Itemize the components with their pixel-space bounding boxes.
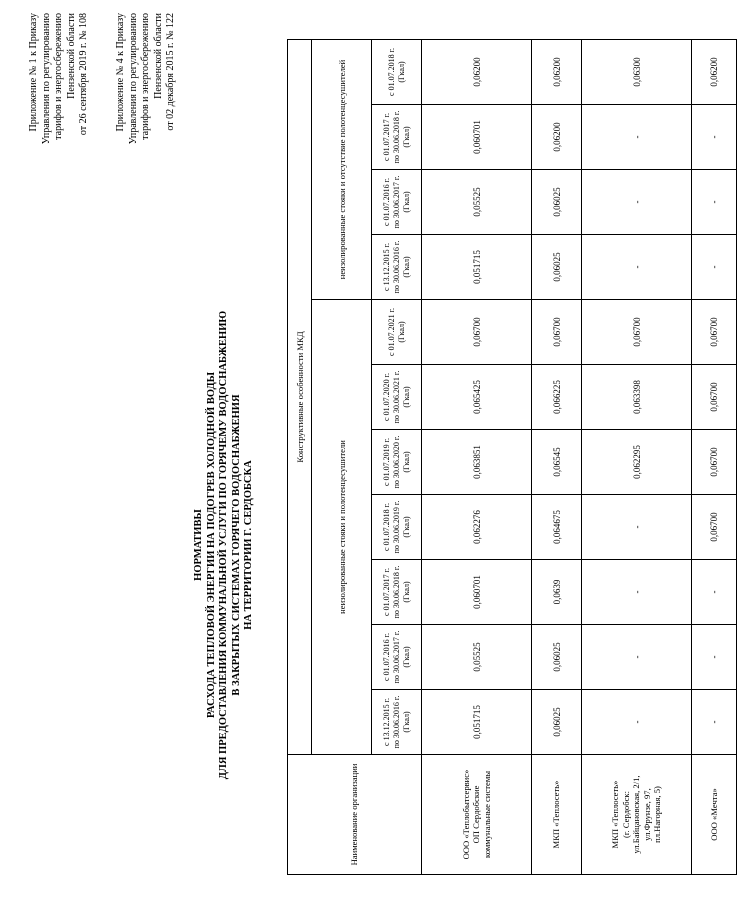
table-row bbox=[532, 40, 582, 875]
annex-note-1 bbox=[28, 13, 91, 183]
period-header bbox=[372, 625, 422, 690]
value-cell: - bbox=[582, 625, 692, 690]
cell-line: с 01.07.2021 г. bbox=[386, 308, 396, 356]
value-cell: - bbox=[582, 560, 692, 625]
cell-line: ООО «Теплобытсервис» bbox=[460, 769, 471, 860]
cell-line: с 01.07.2018 г. bbox=[381, 503, 391, 551]
cell-line: с 01.07.2017 г. bbox=[381, 113, 391, 161]
value-cell: 0,06700 bbox=[692, 365, 737, 430]
value-cell: 0,06700 bbox=[582, 300, 692, 365]
cell-line: с 13.12.2015 г. bbox=[381, 243, 391, 291]
period-header bbox=[372, 495, 422, 560]
value-cell: 0,051715 bbox=[422, 690, 532, 755]
value-cell: 0,060701 bbox=[422, 105, 532, 170]
value-cell: - bbox=[692, 105, 737, 170]
value-cell: 0,066225 bbox=[532, 365, 582, 430]
title-line: ДЛЯ ПРЕДОСТАВЛЕНИЯ КОММУНАЛЬНОЙ УСЛУГИ ПО ГОРЯЧЕМУ ВОДОСНАБЖЕНИЮ bbox=[218, 310, 229, 780]
value-cell: 0,05525 bbox=[422, 625, 532, 690]
value-cell: 0,06200 bbox=[692, 40, 737, 105]
period-header bbox=[372, 40, 422, 105]
cell-line: (Гкал) bbox=[401, 126, 411, 148]
value-cell: 0,063398 bbox=[582, 365, 692, 430]
construct-header: Конструктивные особенности МКД bbox=[288, 40, 312, 755]
cell-line: по 30.06.2016 г. bbox=[391, 695, 401, 749]
period-header bbox=[372, 300, 422, 365]
cell-line: (Гкал) bbox=[401, 386, 411, 408]
cell-line: с 01.07.2016 г. bbox=[381, 178, 391, 226]
value-cell: 0,051715 bbox=[422, 235, 532, 300]
value-cell: - bbox=[582, 105, 692, 170]
annex-line: от 02 декабря 2015 г. № 122 bbox=[165, 13, 176, 131]
cell-line: (Гкал) bbox=[401, 451, 411, 473]
value-cell: - bbox=[582, 495, 692, 560]
cell-line: по 30.06.2017 г. bbox=[391, 630, 401, 684]
value-cell: 0,06300 bbox=[582, 40, 692, 105]
value-cell: 0,062295 bbox=[582, 430, 692, 495]
cell-line: (Гкал) bbox=[401, 256, 411, 278]
period-header bbox=[372, 690, 422, 755]
cell-line: с 01.07.2017 г. bbox=[381, 568, 391, 616]
value-cell: 0,06025 bbox=[532, 235, 582, 300]
value-cell: 0,06200 bbox=[532, 105, 582, 170]
value-cell: 0,064675 bbox=[532, 495, 582, 560]
cell-line: коммунальные системы bbox=[481, 770, 492, 859]
cell-line: (Гкал) bbox=[396, 321, 406, 343]
value-cell: 0,0639 bbox=[532, 560, 582, 625]
value-cell: 0,06200 bbox=[422, 40, 532, 105]
cell-line: по 30.06.2021 г. bbox=[391, 370, 401, 424]
cell-line: с 01.07.2019 г. bbox=[381, 438, 391, 486]
value-cell: 0,060701 bbox=[422, 560, 532, 625]
document-title bbox=[193, 265, 256, 825]
cell-line: (Гкал) bbox=[396, 61, 406, 83]
group2-header: неизолированные стояки и отсутствие полотенцесушителей bbox=[312, 40, 372, 300]
value-cell: - bbox=[582, 170, 692, 235]
title-line: НОРМАТИВЫ bbox=[193, 509, 204, 581]
period-header bbox=[372, 365, 422, 430]
cell-line: с 01.07.2016 г. bbox=[381, 633, 391, 681]
annex-note-2 bbox=[115, 13, 178, 183]
title-line: НА ТЕРРИТОРИИ Г. СЕРДОБСКА bbox=[243, 460, 254, 630]
annex-line: Пензенской области bbox=[152, 13, 164, 99]
value-cell: - bbox=[692, 170, 737, 235]
title-line: В ЗАКРЫТЫХ СИСТЕМАХ ГОРЯЧЕГО ВОДОСНАБЖЕНИЯ bbox=[230, 394, 242, 696]
value-cell: - bbox=[692, 235, 737, 300]
cell-line: с 01.07.2020 г. bbox=[381, 373, 391, 421]
value-cell: 0,06700 bbox=[692, 430, 737, 495]
value-cell: 0,06700 bbox=[532, 300, 582, 365]
org-name-cell bbox=[422, 755, 532, 875]
cell-line: ул.Фрунзе, 97, bbox=[641, 788, 652, 841]
cell-line: ОП Сердобские bbox=[471, 785, 482, 844]
cell-line: по 30.06.2019 г. bbox=[391, 500, 401, 554]
annex-line: Приложение № 1 к Приказу bbox=[28, 13, 39, 132]
cell-line: по 30.06.2020 г. bbox=[391, 435, 401, 489]
cell-line: с 01.07.2018 г. bbox=[386, 48, 396, 96]
value-cell: - bbox=[582, 235, 692, 300]
cell-line: по 30.06.2018 г. bbox=[391, 565, 401, 619]
value-cell: 0,063851 bbox=[422, 430, 532, 495]
annex-line: тарифов и энергосбережению bbox=[53, 13, 64, 140]
org-header: Наименование организации bbox=[288, 755, 422, 875]
header-row bbox=[372, 40, 422, 875]
org-name-cell bbox=[532, 755, 582, 875]
annex-line: Управления по регулированию bbox=[40, 13, 52, 145]
value-cell: - bbox=[692, 690, 737, 755]
value-cell: - bbox=[582, 690, 692, 755]
annex-line: Управления по регулированию bbox=[127, 13, 139, 145]
cell-line: (Гкал) bbox=[401, 516, 411, 538]
cell-line: (Гкал) bbox=[401, 711, 411, 733]
value-cell: 0,065425 bbox=[422, 365, 532, 430]
cell-line: МКП «Теплосеть» bbox=[551, 780, 562, 849]
value-cell: - bbox=[692, 560, 737, 625]
org-name-cell bbox=[692, 755, 737, 875]
cell-line: МКП «Теплосеть» bbox=[610, 780, 621, 849]
title-line: РАСХОДА ТЕПЛОВОЙ ЭНЕРГИИ НА ПОДОГРЕВ ХОЛОДНОЙ ВОДЫ bbox=[205, 371, 217, 719]
norms-table bbox=[287, 39, 737, 875]
annex-line: тарифов и энергосбережению bbox=[140, 13, 151, 140]
cell-line: ООО «Мечта» bbox=[708, 788, 719, 841]
cell-line: с 13.12.2015 г. bbox=[381, 698, 391, 746]
period-header bbox=[372, 560, 422, 625]
value-cell: 0,06025 bbox=[532, 170, 582, 235]
annex-line: Пензенской области bbox=[65, 13, 77, 99]
value-cell: 0,062276 bbox=[422, 495, 532, 560]
value-cell: 0,05525 bbox=[422, 170, 532, 235]
annex-line: Приложение № 4 к Приказу bbox=[115, 13, 126, 132]
annex-line: от 26 сентября 2019 г. № 108 bbox=[78, 13, 89, 136]
value-cell: 0,06545 bbox=[532, 430, 582, 495]
period-header bbox=[372, 170, 422, 235]
header-row bbox=[312, 40, 372, 875]
cell-line: (Гкал) bbox=[401, 191, 411, 213]
table-row bbox=[422, 40, 532, 875]
cell-line: ул.Байцановская, 2/1, bbox=[631, 775, 642, 854]
cell-line: (Гкал) bbox=[401, 646, 411, 668]
cell-line: (г. Сердобск: bbox=[620, 791, 631, 838]
period-header bbox=[372, 430, 422, 495]
value-cell: 0,06025 bbox=[532, 690, 582, 755]
cell-line: пл.Нагорная, 5) bbox=[652, 786, 663, 843]
value-cell: 0,06700 bbox=[692, 300, 737, 365]
group1-header: неизолированные стояки и полотенцесушители bbox=[312, 300, 372, 755]
period-header bbox=[372, 235, 422, 300]
value-cell: 0,06025 bbox=[532, 625, 582, 690]
cell-line: по 30.06.2016 г. bbox=[391, 240, 401, 294]
value-cell: - bbox=[692, 625, 737, 690]
header-row bbox=[288, 40, 312, 875]
value-cell: 0,06700 bbox=[692, 495, 737, 560]
value-cell: 0,06200 bbox=[532, 40, 582, 105]
cell-line: по 30.06.2018 г. bbox=[391, 110, 401, 164]
cell-line: (Гкал) bbox=[401, 581, 411, 603]
period-header bbox=[372, 105, 422, 170]
value-cell: 0,06700 bbox=[422, 300, 532, 365]
cell-line: по 30.06.2017 г. bbox=[391, 175, 401, 229]
table-row bbox=[692, 40, 737, 875]
table-row bbox=[582, 40, 692, 875]
org-name-cell bbox=[582, 755, 692, 875]
